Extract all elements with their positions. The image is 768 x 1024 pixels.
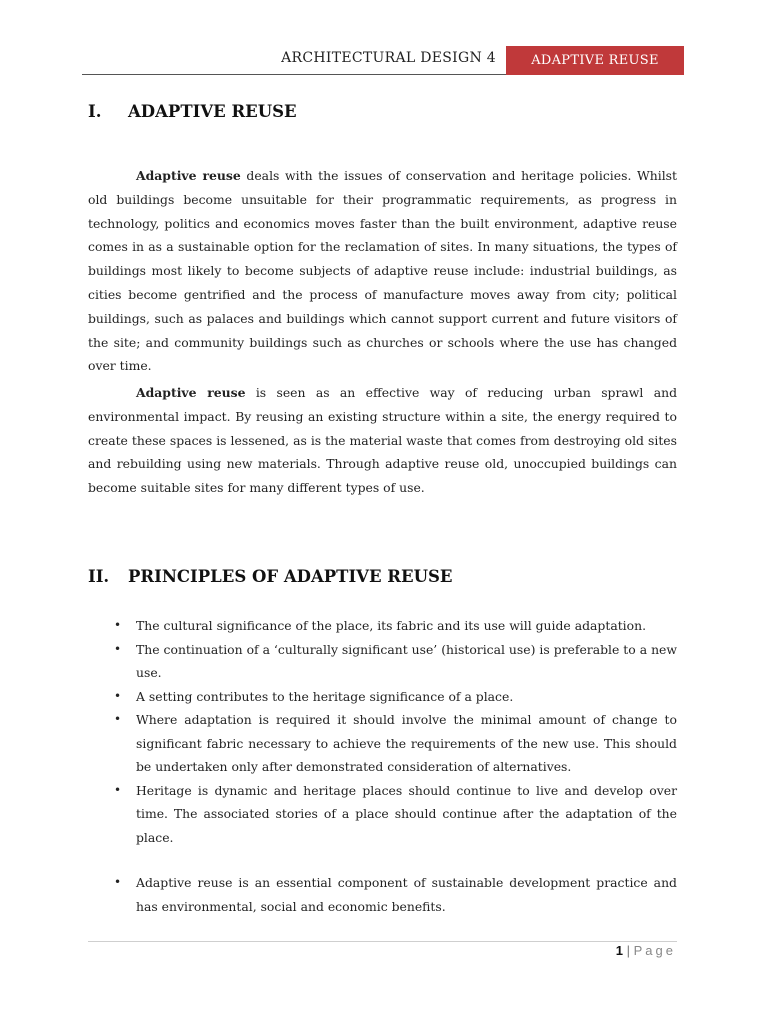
list-item-text: A setting contributes to the heritage significance of a place. — [136, 688, 514, 704]
bullet-icon: • — [114, 688, 122, 703]
page-label: Page — [633, 943, 676, 958]
paragraph-2 — [88, 381, 677, 500]
bold-term: Adaptive reuse — [136, 385, 246, 400]
bullet-icon: • — [114, 712, 122, 726]
bullet-icon: • — [114, 875, 122, 889]
bullet-icon: • — [114, 641, 122, 656]
list-item-text: Heritage is dynamic and heritage places should continue to live and develop over time. The associated stories of a place should continue after the adaptation of the place. — [136, 782, 677, 845]
bullet-icon: • — [114, 618, 122, 632]
header-title: ARCHITECTURAL DESIGN 4 — [281, 50, 496, 66]
list-item — [88, 614, 677, 638]
footer-separator: | — [626, 943, 630, 958]
paragraph-text: deals with the issues of conservation and heritage policies. Whilst old buildings become unsuitable for their programmatic requirements, as progress in technology, politics and economics moves faster than the built environment, adaptive reuse comes in as a sustainable option for the reclamation of sites. In many situations, the types of buildings most likely to become subjects of adaptive reuse include: industrial buildings, as cities become gentrified and the process of manufacture moves away from city; political buildings, such as palaces and buildings which cannot support current and future visitors of the site; and community buildings such as churches or schools where the use has changed over time. — [88, 168, 677, 374]
list-item — [88, 685, 677, 709]
paragraph-1 — [88, 164, 677, 378]
section-number: I. — [88, 102, 102, 121]
page-number: 1 — [615, 943, 623, 958]
list-item-text: The cultural significance of the place, its fabric and its use will guide adaptation. — [136, 618, 647, 633]
list-item — [88, 779, 677, 850]
section-heading-1 — [88, 102, 297, 121]
list-item-text: The continuation of a ‘culturally significant use’ (historical use) is preferable to a new use. — [136, 641, 677, 680]
list-item-text: Adaptive reuse is an essential component of sustainable development practice and has environmental, social and economic benefits. — [136, 875, 677, 914]
paragraph-text: is seen as an effective way of reducing urban sprawl and environmental impact. By reusing an existing structure within a site, the energy required to create these spaces is lessened, as is the material waste that comes from destroying old sites and rebuilding using new materials. Through adaptive reuse old, unoccupied buildings can become suitable sites for many different types of use. — [88, 385, 678, 496]
section-title: ADAPTIVE REUSE — [128, 102, 297, 121]
list-item — [88, 638, 677, 685]
footer-rule — [88, 941, 677, 942]
list-item — [88, 871, 677, 918]
principles-list — [88, 614, 677, 918]
section-number: II. — [88, 567, 110, 586]
list-item — [88, 708, 677, 779]
bold-term: Adaptive reuse — [136, 168, 241, 183]
page-footer — [616, 943, 676, 958]
section-title: PRINCIPLES OF ADAPTIVE REUSE — [128, 567, 453, 586]
section-heading-2 — [88, 567, 452, 586]
header-badge: ADAPTIVE REUSE — [506, 46, 684, 75]
list-item-text: Where adaptation is required it should involve the minimal amount of change to significant fabric necessary to achieve the requirements of the new use. This should be undertaken only after demonstrated consideration of alternatives. — [136, 712, 677, 774]
bullet-icon: • — [114, 782, 122, 797]
